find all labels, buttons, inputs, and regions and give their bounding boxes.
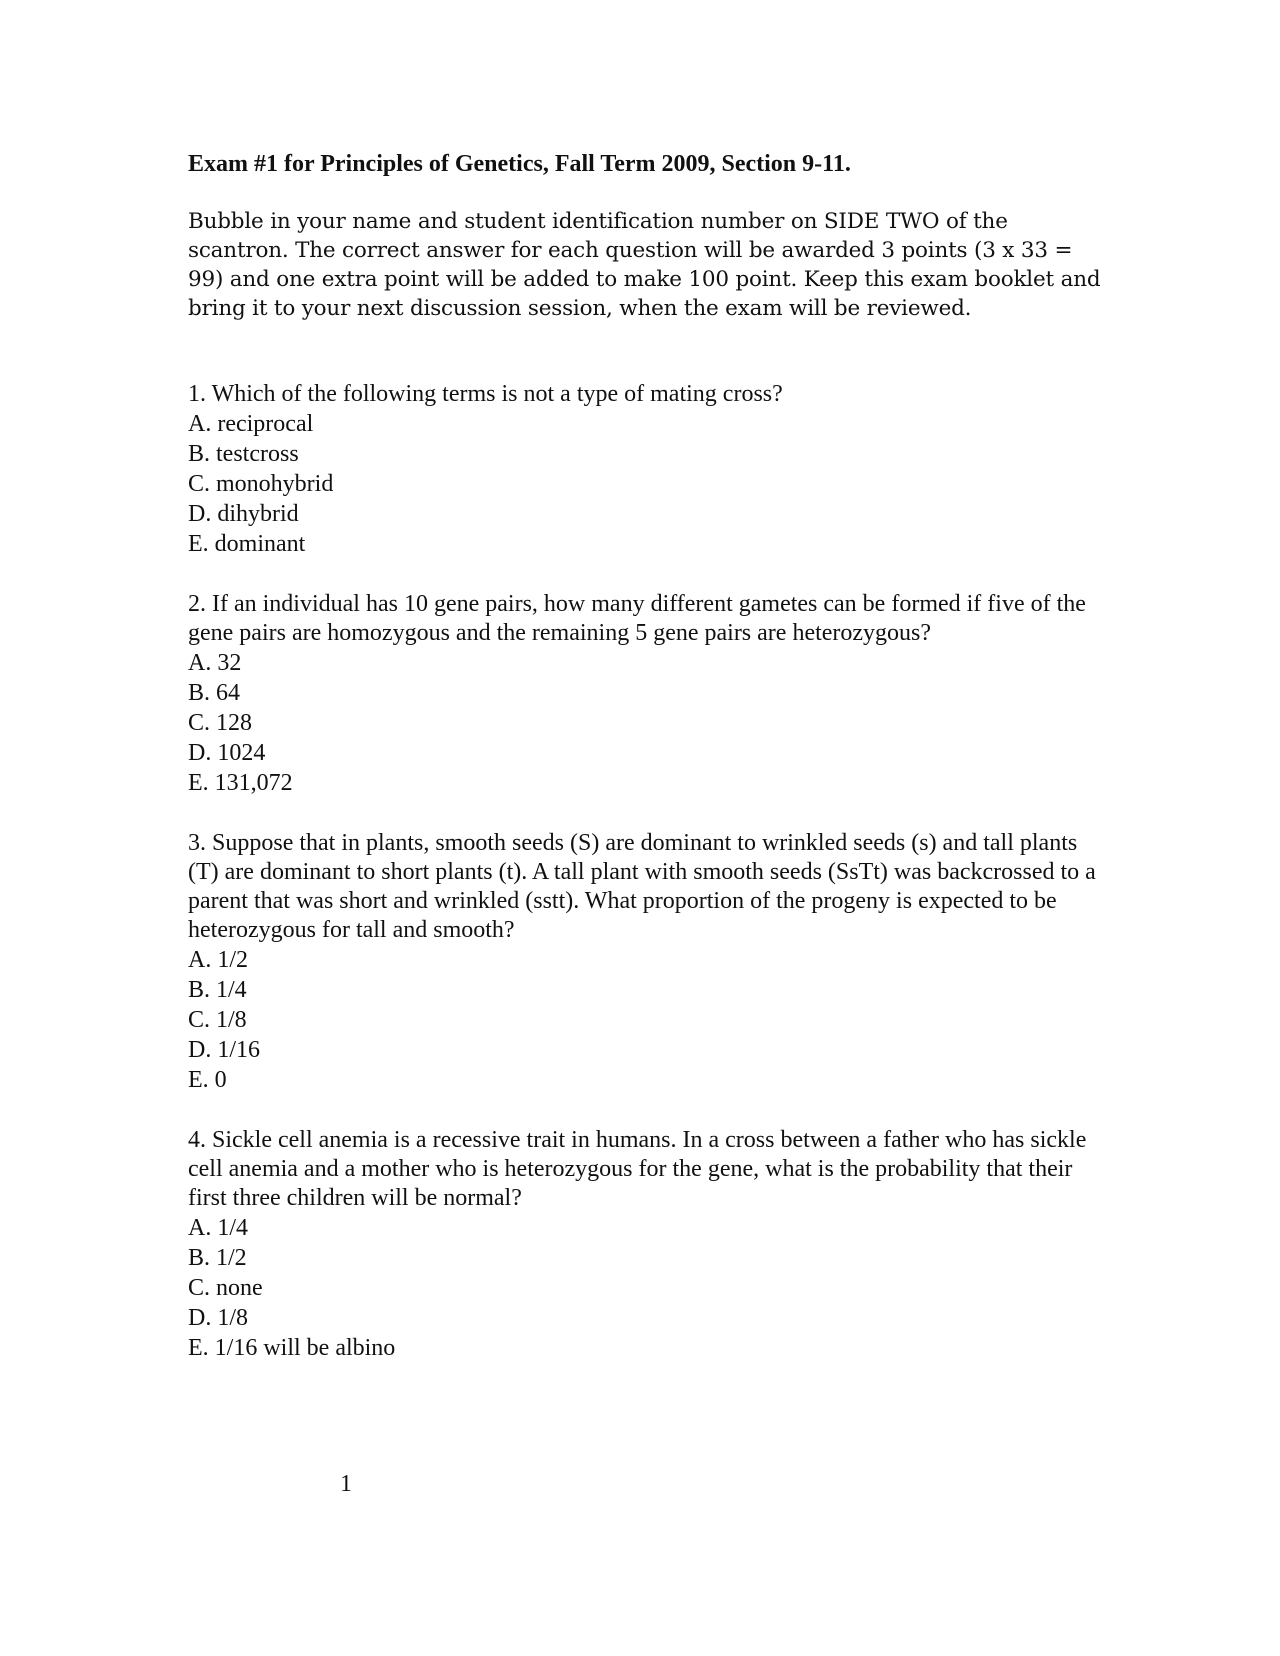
question-list <box>188 380 1108 1363</box>
question-text: 4. Sickle cell anemia is a recessive trait in humans. In a cross between a father who has sickle cell anemia and a mother who is heterozygous for the gene, what is the probability that their first three children will be normal? <box>188 1127 1087 1211</box>
answer-option: E. 1/16 will be albino <box>188 1335 396 1361</box>
answer-option: A. 1/2 <box>188 947 248 973</box>
answer-option: C. 1/8 <box>188 1007 247 1033</box>
answer-option: C. monohybrid <box>188 471 334 497</box>
answer-option: A. 32 <box>188 650 242 676</box>
answer-option: E. 0 <box>188 1067 227 1093</box>
answer-options <box>188 409 1108 559</box>
answer-option: A. 1/4 <box>188 1215 248 1241</box>
answer-option: A. reciprocal <box>188 411 314 437</box>
answer-option: B. 1/4 <box>188 977 247 1003</box>
answer-option: B. testcross <box>188 441 299 467</box>
page-content <box>188 150 1108 1394</box>
answer-option: C. 128 <box>188 710 253 736</box>
question-text: 3. Suppose that in plants, smooth seeds (S) are dominant to wrinkled seeds (s) and tall plants (T) are dominant to short plants (t). A tall plant with smooth seeds (SsTt) was backcrossed to a parent that was short and wrinkled (sstt). What proportion of the progeny is expected to be heterozygous for tall and smooth? <box>188 830 1096 943</box>
page-number: 1 <box>340 1471 352 1497</box>
answer-options <box>188 945 1108 1095</box>
answer-options <box>188 648 1108 798</box>
question-3 <box>188 829 1108 1095</box>
answer-option: D. 1/16 <box>188 1037 260 1063</box>
answer-option: D. 1/8 <box>188 1305 248 1331</box>
answer-option: D. dihybrid <box>188 501 299 527</box>
answer-option: E. dominant <box>188 531 306 557</box>
exam-title: Exam #1 for Principles of Genetics, Fall Term 2009, Section 9-11. <box>188 151 851 177</box>
answer-option: E. 131,072 <box>188 770 293 796</box>
exam-instructions: Bubble in your name and student identification number on SIDE TWO of the scantron. The correct answer for each question will be awarded 3 points (3 x 33 = 99) and one extra point will be added to make 100 point. Keep this exam booklet and bring it to your next discussion session, when the exam will be reviewed. <box>188 209 1101 321</box>
answer-option: B. 64 <box>188 680 241 706</box>
question-text: 1. Which of the following terms is not a type of mating cross? <box>188 381 783 407</box>
question-2 <box>188 590 1108 798</box>
answer-options <box>188 1213 1108 1363</box>
question-text: 2. If an individual has 10 gene pairs, how many different gametes can be formed if five of the gene pairs are homozygous and the remaining 5 gene pairs are heterozygous? <box>188 591 1086 646</box>
answer-option: C. none <box>188 1275 263 1301</box>
question-4 <box>188 1126 1108 1363</box>
answer-option: B. 1/2 <box>188 1245 247 1271</box>
answer-option: D. 1024 <box>188 740 266 766</box>
question-1 <box>188 380 1108 559</box>
